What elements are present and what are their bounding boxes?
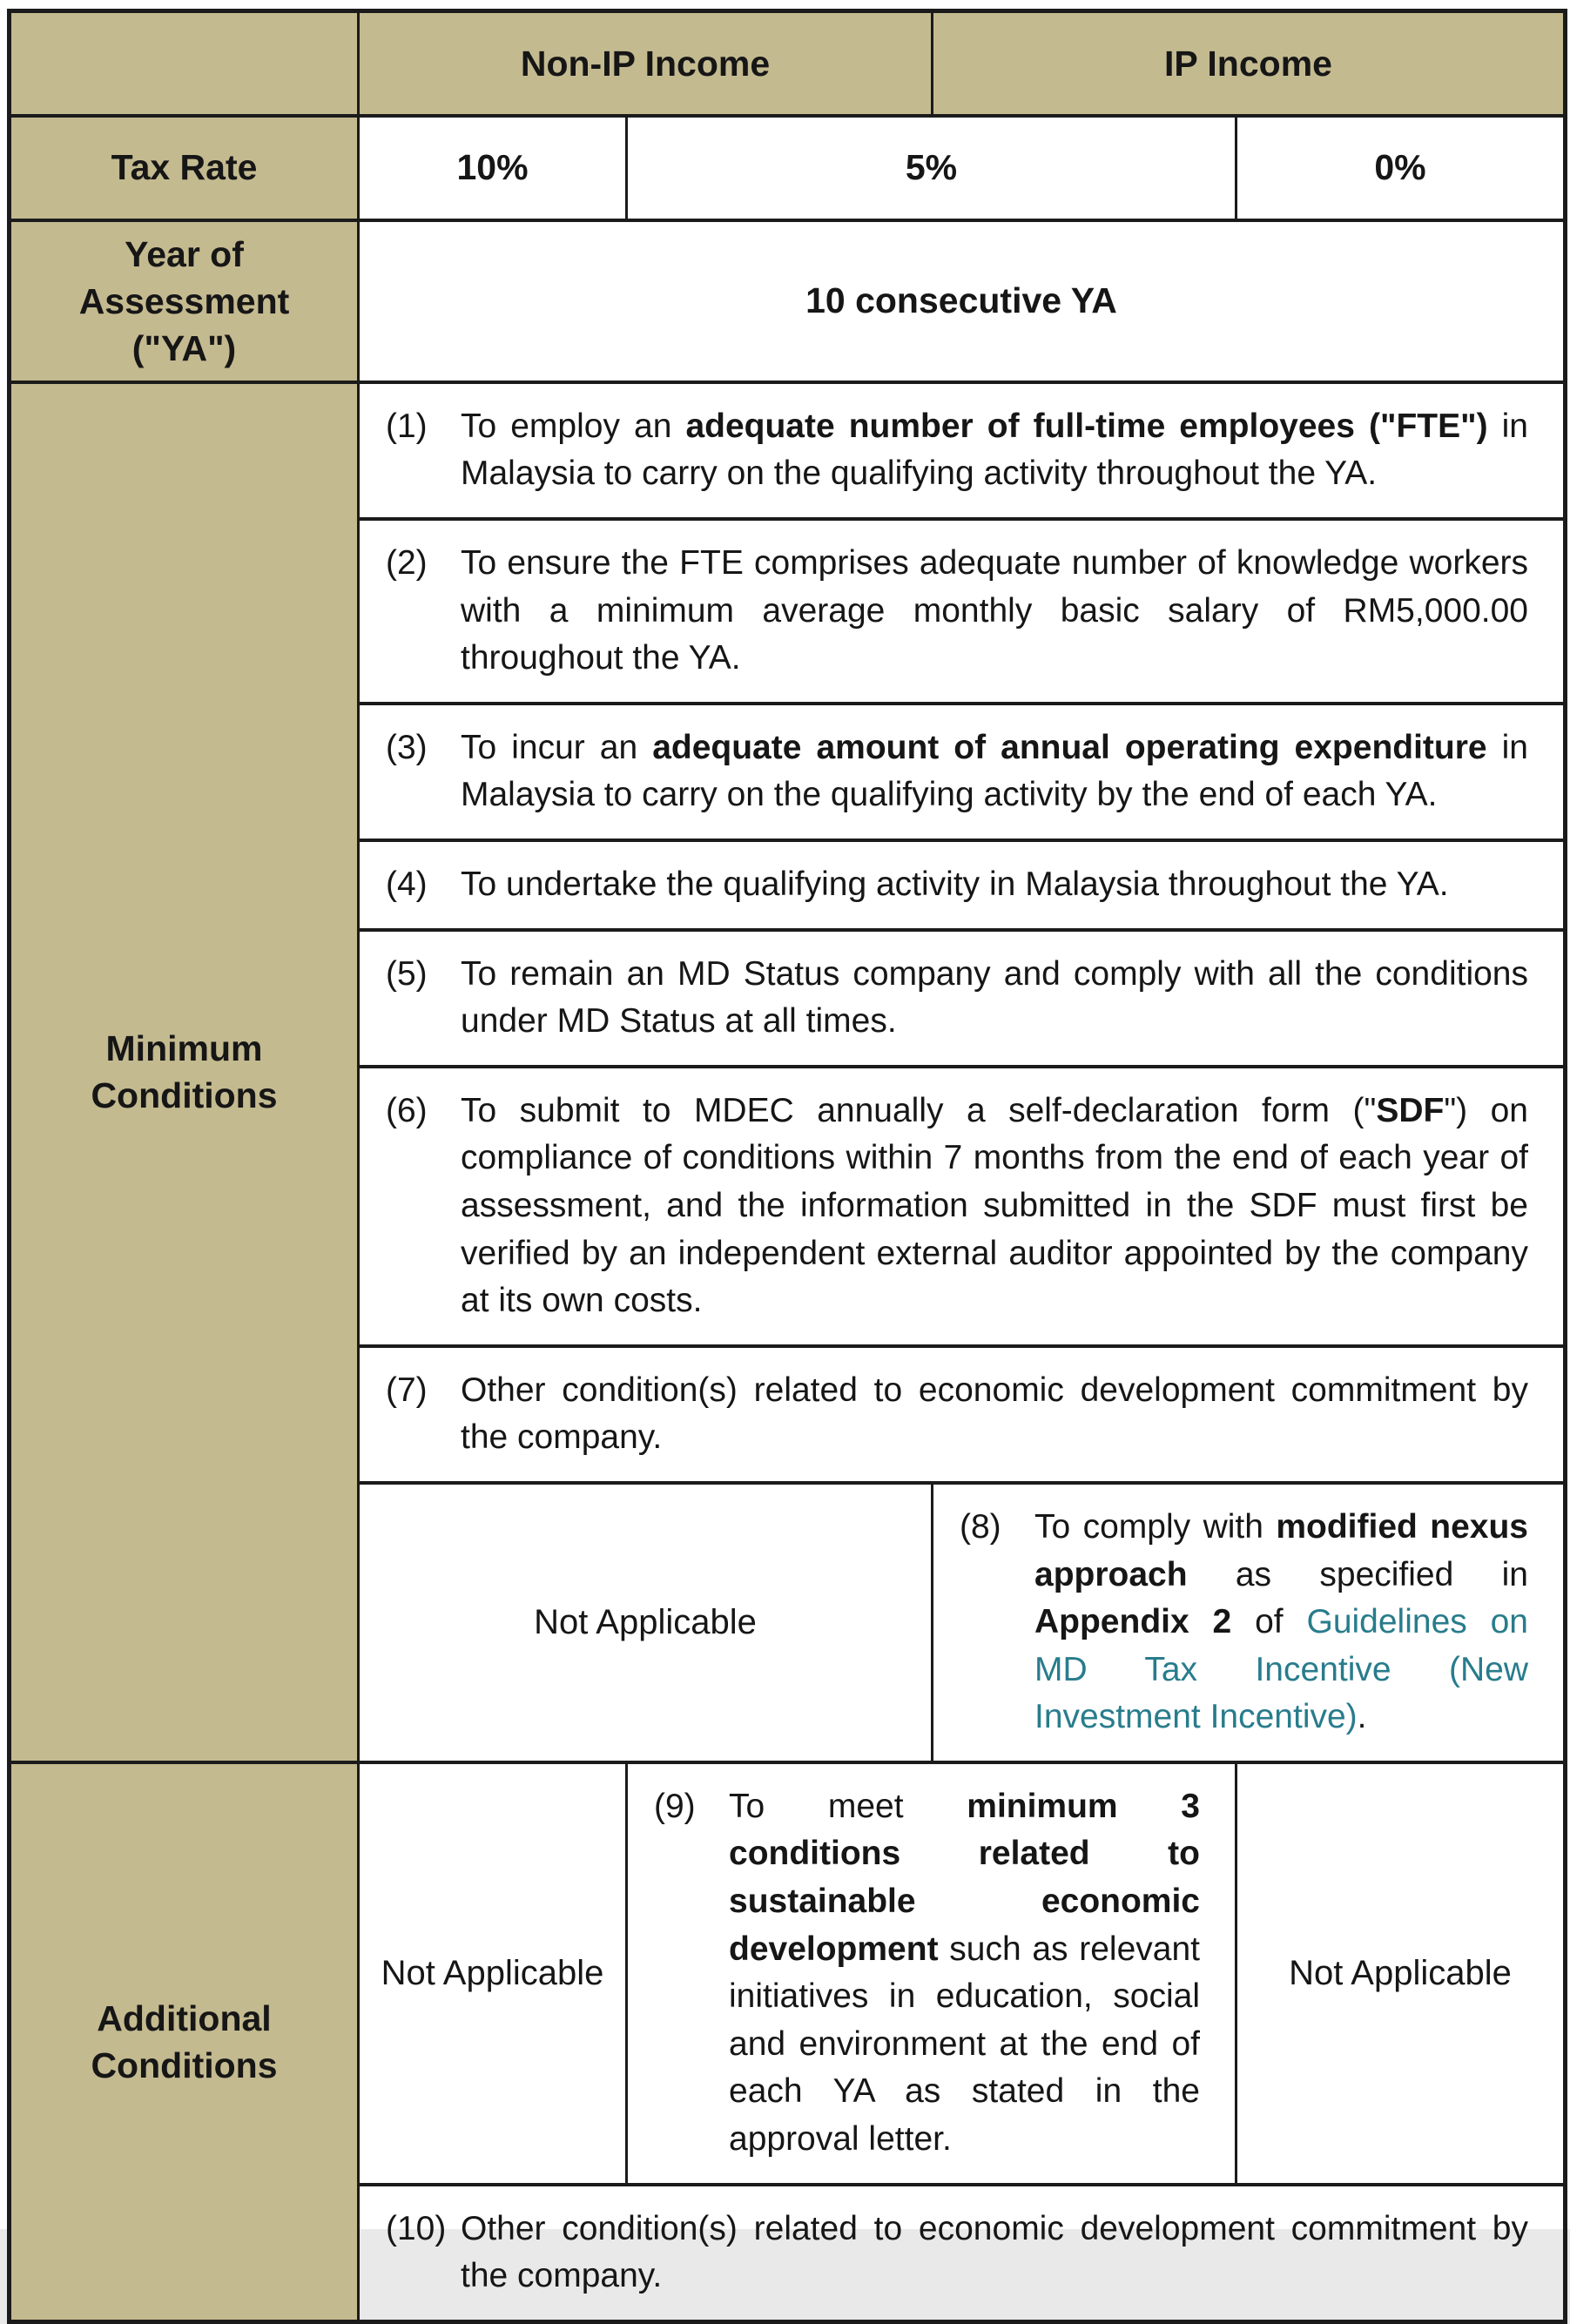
condition-item-1 <box>360 384 1563 517</box>
text-segment: Appendix 2 <box>1034 1603 1232 1641</box>
not-applicable-left-text: Not Applicable <box>381 1953 604 1992</box>
condition-text-7 <box>461 1367 1528 1462</box>
condition-row-1 <box>10 382 1566 519</box>
condition-number-3: (3) <box>386 728 428 766</box>
text-segment: as specified in <box>1187 1555 1528 1593</box>
text-segment: To incur an <box>461 728 653 766</box>
condition-item-3 <box>360 705 1563 839</box>
condition-item-6 <box>360 1068 1563 1344</box>
condition-number-7: (7) <box>386 1371 428 1409</box>
text-segment: such as relevant initiatives in education, social and environment at the end of each YA as stated in the approval letter. <box>729 1930 1200 2159</box>
tax-rate-label: Tax Rate <box>111 147 258 188</box>
condition-text-3 <box>461 724 1528 819</box>
condition-row-9 <box>10 1762 1566 2185</box>
text-segment: modified nexus approach <box>1034 1507 1528 1593</box>
condition-cell-3 <box>359 704 1566 840</box>
year-of-assessment-row <box>10 220 1566 382</box>
text-segment: minimum 3 conditions related to sustainable economic development <box>729 1787 1200 1968</box>
condition-number-6: (6) <box>386 1091 428 1129</box>
condition-item-7 <box>360 1348 1563 1481</box>
condition-text-1 <box>461 403 1528 498</box>
text-segment: adequate amount of annual operating expenditure <box>652 728 1487 766</box>
text-segment: . <box>1357 1698 1367 1736</box>
additional-conditions-header-cell <box>10 1762 359 2321</box>
ya-label: Year of Assessment ("YA") <box>78 233 290 368</box>
text-segment: To comply with <box>1034 1507 1277 1546</box>
condition-item-4 <box>360 842 1563 928</box>
text-segment: ") on compliance of conditions within 7 months from the end of each year of assessment, and the information submitted in the SDF must first be verified by an independent external auditor appointed by the company at its own costs. <box>461 1091 1528 1320</box>
non-ip-income-header <box>359 11 933 116</box>
text-segment: To ensure the FTE comprises adequate number of knowledge workers with a minimum average monthly basic salary of RM5,000.00 throughout the YA. <box>461 544 1528 677</box>
condition-cell-8 <box>933 1483 1566 1762</box>
condition-number-8: (8) <box>960 1507 1001 1546</box>
condition-cell-2 <box>359 519 1566 704</box>
add-na-right-cell <box>1236 1762 1566 2185</box>
condition-number-2: (2) <box>386 544 428 583</box>
condition-cell-6 <box>359 1067 1566 1346</box>
tax-rate-0-cell: 0% <box>1236 116 1566 220</box>
min-na-cell <box>359 1483 933 1762</box>
condition-item-8 <box>933 1485 1563 1761</box>
condition-cell-1 <box>359 382 1566 519</box>
condition-cell-10 <box>359 2185 1566 2322</box>
condition-text-4 <box>461 861 1528 909</box>
income-header-row <box>10 11 1566 116</box>
tax-rate-header-cell <box>10 116 359 220</box>
text-segment: Other condition(s) related to economic development commitment by the company. <box>461 1371 1528 1457</box>
condition-cell-9 <box>627 1762 1236 2185</box>
minimum-conditions-label: Minimum Conditions <box>91 1028 278 1116</box>
additional-conditions-label: Additional Conditions <box>91 1997 278 2085</box>
text-segment: of <box>1231 1603 1307 1641</box>
tax-rate-5-cell: 5% <box>627 116 1236 220</box>
condition-text-5 <box>461 951 1528 1046</box>
condition-text-8 <box>1034 1504 1528 1741</box>
condition-cell-5 <box>359 930 1566 1067</box>
non-ip-income-label: Non-IP Income <box>520 43 771 84</box>
condition-number-5: (5) <box>386 954 428 993</box>
blank-corner-cell <box>10 11 359 116</box>
text-segment: Other condition(s) related to economic development commitment by the company. <box>461 2209 1528 2295</box>
guidelines-md-tax-incentive-link[interactable]: Guidelines on MD Tax Incentive (New Investment Incentive) <box>1034 1603 1529 1736</box>
md-tax-incentive-table <box>7 9 1567 2324</box>
condition-number-9: (9) <box>654 1787 696 1825</box>
condition-number-1: (1) <box>386 407 428 445</box>
condition-text-9 <box>729 1783 1200 2164</box>
condition-item-10 <box>360 2186 1563 2320</box>
not-applicable-right-text: Not Applicable <box>1289 1953 1512 1992</box>
text-segment: in Malaysia to carry on the qualifying activity by the end of each YA. <box>461 728 1528 814</box>
condition-item-9 <box>628 1764 1235 2183</box>
text-segment: To meet <box>729 1787 967 1825</box>
condition-number-4: (4) <box>386 865 428 903</box>
condition-text-10 <box>461 2206 1528 2300</box>
condition-cell-4 <box>359 840 1566 930</box>
ya-header-cell <box>10 220 359 382</box>
condition-text-6 <box>461 1088 1528 1325</box>
ya-value-cell: 10 consecutive YA <box>359 220 1566 382</box>
not-applicable-text: Not Applicable <box>534 1602 757 1641</box>
text-segment: To employ an <box>461 407 686 445</box>
add-na-left-cell <box>359 1762 627 2185</box>
ip-income-header <box>933 11 1566 116</box>
text-segment: To remain an MD Status company and comply with all the conditions under MD Status at all times. <box>461 954 1528 1041</box>
text-segment: To undertake the qualifying activity in Malaysia throughout the YA. <box>461 865 1449 903</box>
tax-rate-10-cell: 10% <box>359 116 627 220</box>
text-segment: in Malaysia to carry on the qualifying activity throughout the YA. <box>461 407 1528 493</box>
text-segment: SDF <box>1376 1091 1445 1129</box>
ip-income-label: IP Income <box>1164 43 1332 84</box>
condition-item-5 <box>360 932 1563 1065</box>
tax-rate-row <box>10 116 1566 220</box>
minimum-conditions-header-cell <box>10 382 359 1762</box>
condition-number-10: (10) <box>386 2209 447 2247</box>
condition-item-2 <box>360 521 1563 702</box>
text-segment: To submit to MDEC annually a self-declaration form (" <box>461 1091 1377 1129</box>
text-segment: adequate number of full-time employees ("FTE") <box>685 407 1488 445</box>
condition-text-2 <box>461 540 1528 683</box>
condition-cell-7 <box>359 1346 1566 1483</box>
